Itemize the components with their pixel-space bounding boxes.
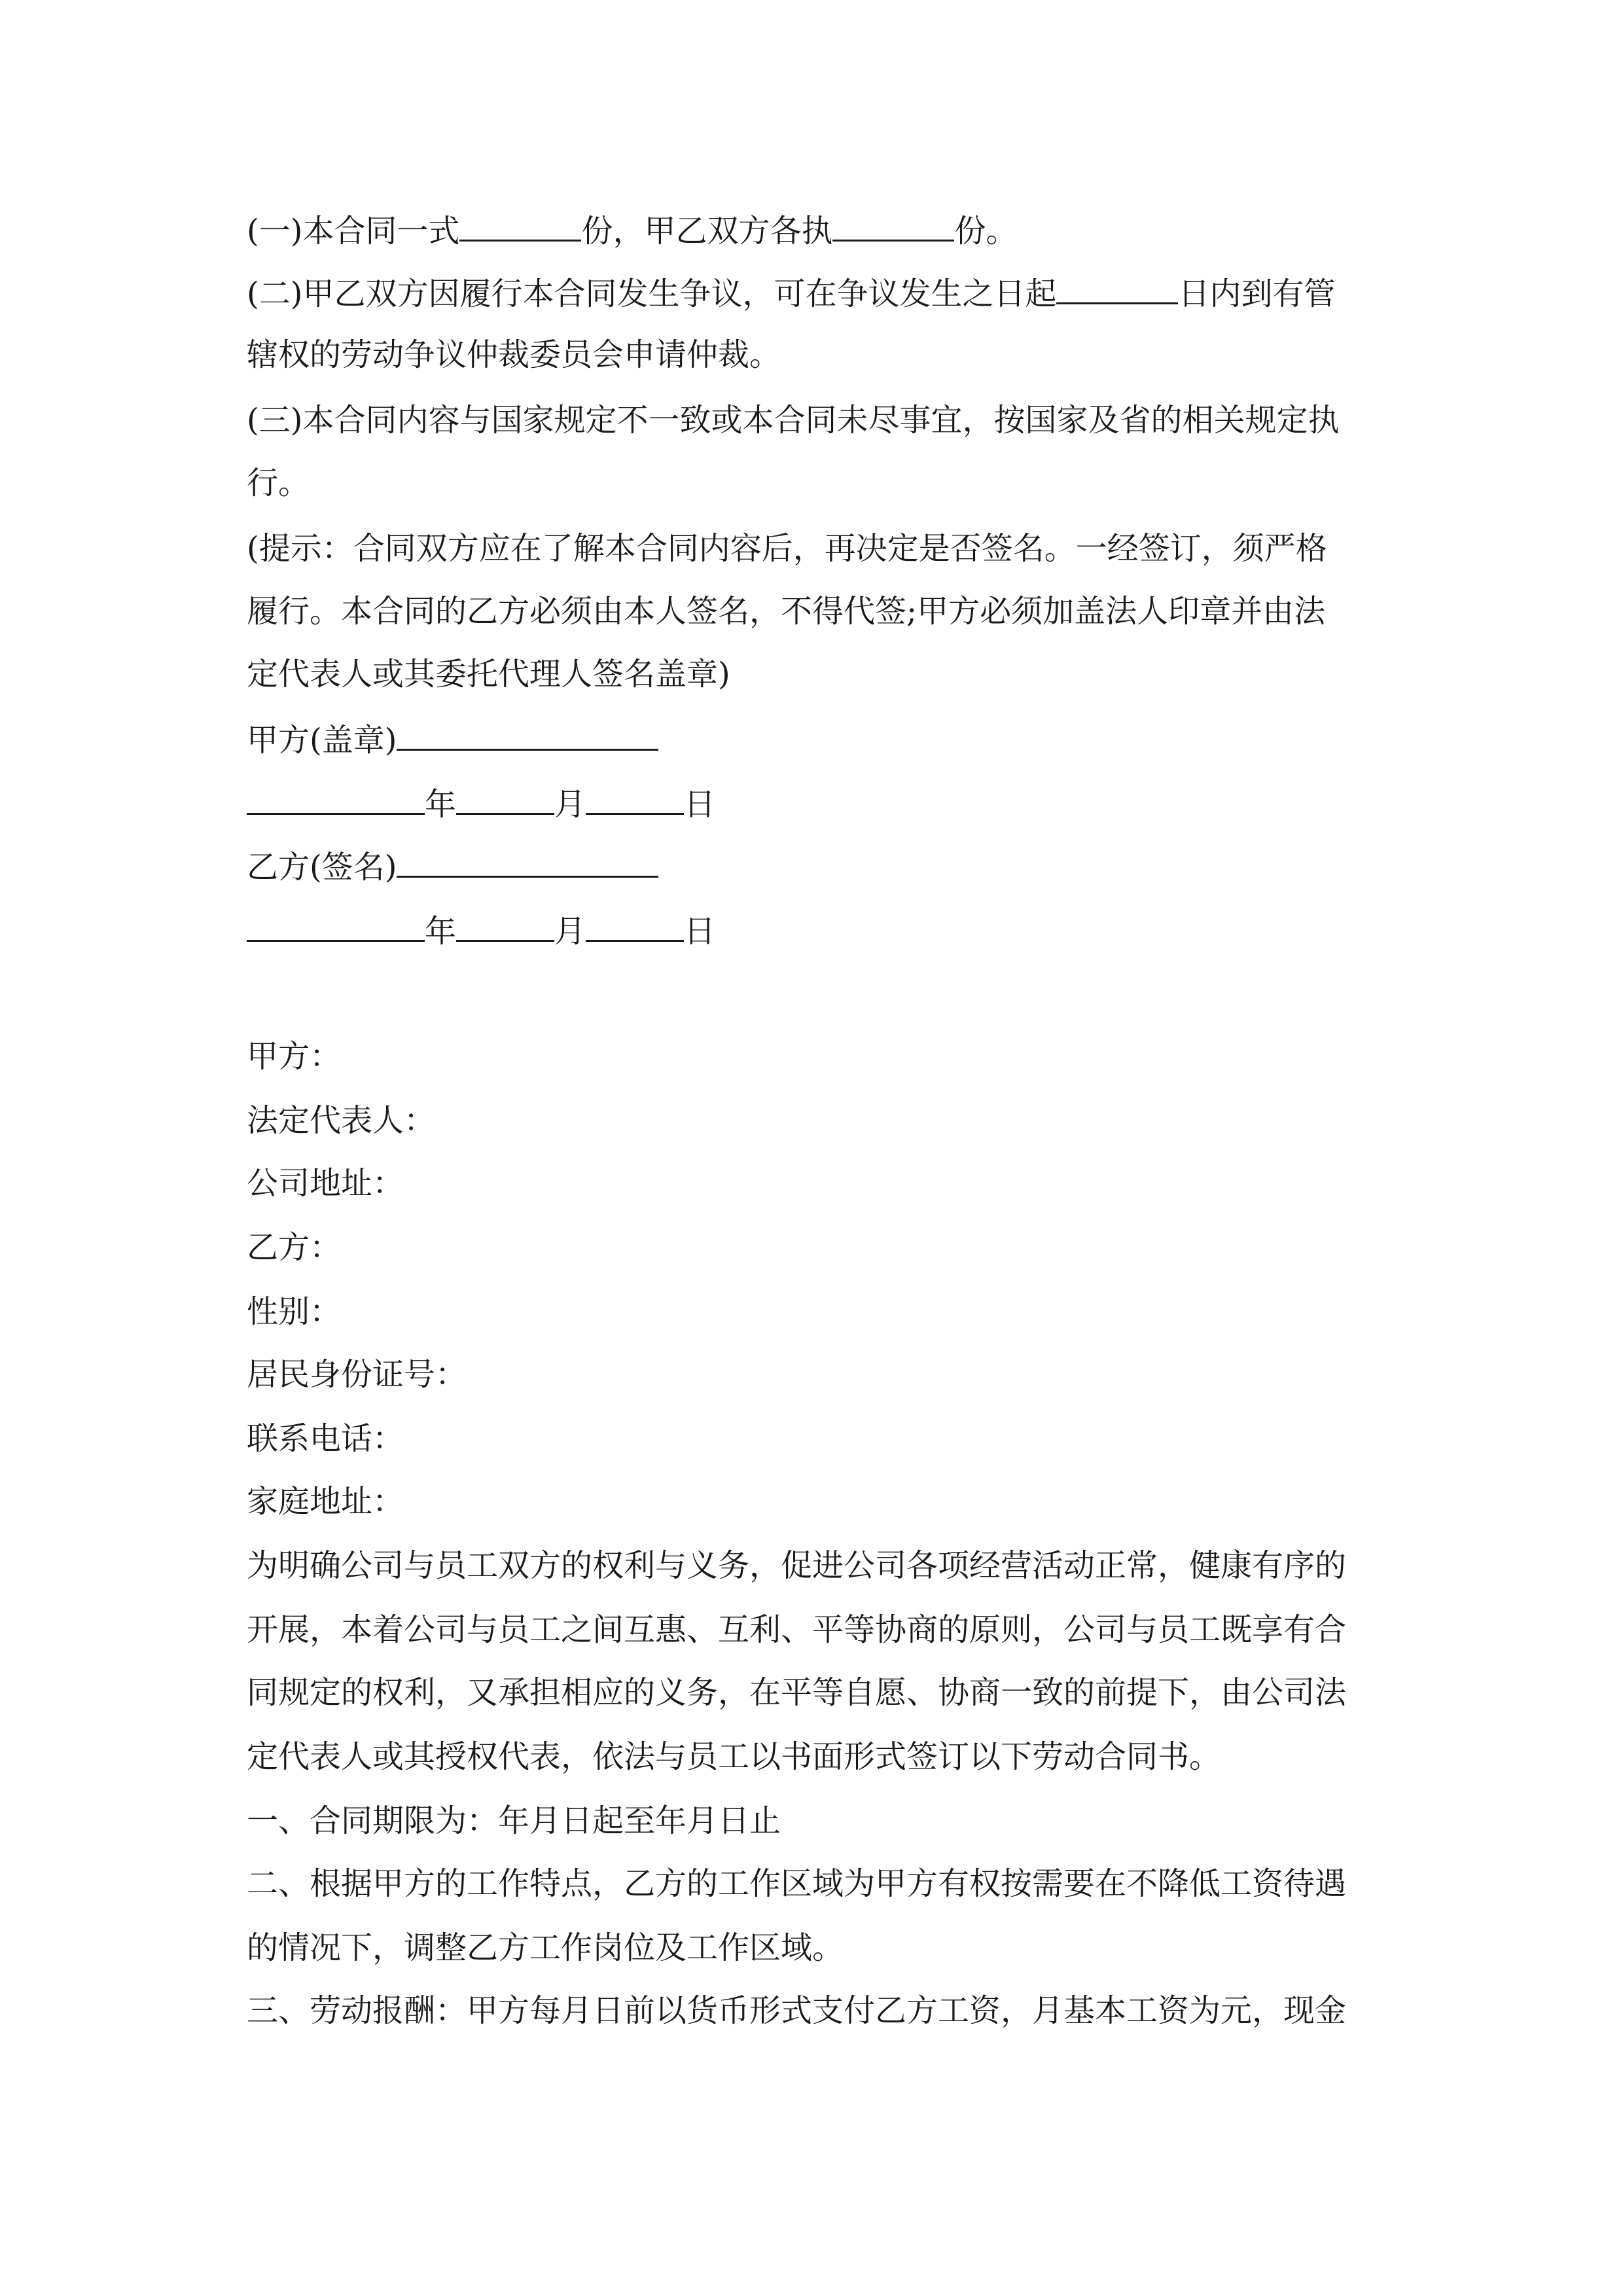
intro-line-1: 为明确公司与员工双方的权利与义务，促进公司各项经营活动正常，健康有序的 — [247, 1547, 1347, 1584]
blank-month — [456, 910, 554, 942]
text: 年 — [425, 786, 457, 823]
blank-dispute-days — [1056, 272, 1178, 304]
field-phone: 联系电话： — [247, 1420, 404, 1457]
field-party-b: 乙方： — [247, 1229, 342, 1266]
text: 年 — [425, 913, 457, 950]
blank-day — [586, 910, 684, 942]
clause-regulation-cont: 行。 — [247, 465, 310, 501]
text: (二)甲乙双方因履行本合同发生争议，可在争议发生之日起 — [247, 276, 1057, 312]
text: 份，甲乙双方各执 — [581, 213, 833, 249]
text: 日 — [684, 913, 716, 950]
blank-year — [247, 910, 425, 942]
notice-line-3: 定代表人或其委托代理人签名盖章) — [247, 656, 730, 692]
blank-seal — [397, 719, 658, 751]
notice-line-1: (提示：合同双方应在了解本合同内容后，再决定是否签名。一经签订，须严格 — [247, 530, 1327, 567]
text: 日 — [684, 786, 716, 823]
field-party-a: 甲方： — [247, 1038, 342, 1075]
party-b-sign — [247, 846, 658, 887]
field-home-address: 家庭地址： — [247, 1483, 404, 1520]
field-company-address: 公司地址： — [247, 1165, 404, 1202]
article-1: 一、合同期限为：年月日起至年月日止 — [247, 1803, 781, 1839]
field-legal-rep: 法定代表人： — [247, 1102, 436, 1139]
blank-day — [586, 783, 684, 815]
date-b — [247, 910, 715, 951]
notice-line-2: 履行。本合同的乙方必须由本人签名，不得代签;甲方必须加盖法人印章并由法 — [247, 593, 1326, 630]
intro-line-4: 定代表人或其授权代表，依法与员工以书面形式签订以下劳动合同书。 — [247, 1738, 1221, 1775]
text: 份。 — [954, 213, 1018, 249]
clause-dispute — [247, 272, 1335, 314]
blank-copies-total — [459, 209, 581, 242]
date-a — [247, 783, 715, 824]
clause-dispute-cont: 辖权的劳动争议仲裁委员会申请仲裁。 — [247, 336, 781, 373]
clause-regulation: (三)本合同内容与国家规定不一致或本合同未尽事宜，按国家及省的相关规定执 — [247, 402, 1340, 439]
text: 甲方(盖章) — [247, 722, 397, 759]
text: 日内到有管 — [1178, 276, 1336, 312]
blank-copies-each — [832, 209, 954, 242]
text: 月 — [554, 786, 586, 823]
text: (一)本合同一式 — [247, 213, 460, 249]
article-2-cont: 的情况下，调整乙方工作岗位及工作区域。 — [247, 1929, 844, 1966]
blank-sign — [397, 846, 658, 878]
field-id-number: 居民身份证号： — [247, 1356, 467, 1393]
party-a-seal — [247, 719, 658, 760]
field-gender: 性别： — [247, 1293, 342, 1330]
text: 月 — [554, 913, 586, 950]
intro-line-3: 同规定的权利，又承担相应的义务，在平等自愿、协商一致的前提下，由公司法 — [247, 1674, 1347, 1711]
clause-copies — [247, 209, 1018, 251]
intro-line-2: 开展，本着公司与员工之间互惠、互利、平等协商的原则，公司与员工既享有合 — [247, 1611, 1347, 1648]
blank-year — [247, 783, 425, 815]
blank-month — [456, 783, 554, 815]
text: 乙方(签名) — [247, 849, 397, 886]
article-3: 三、劳动报酬：甲方每月日前以货币形式支付乙方工资，月基本工资为元，现金 — [247, 1992, 1347, 2029]
article-2: 二、根据甲方的工作特点，乙方的工作区域为甲方有权按需要在不降低工资待遇 — [247, 1865, 1347, 1902]
